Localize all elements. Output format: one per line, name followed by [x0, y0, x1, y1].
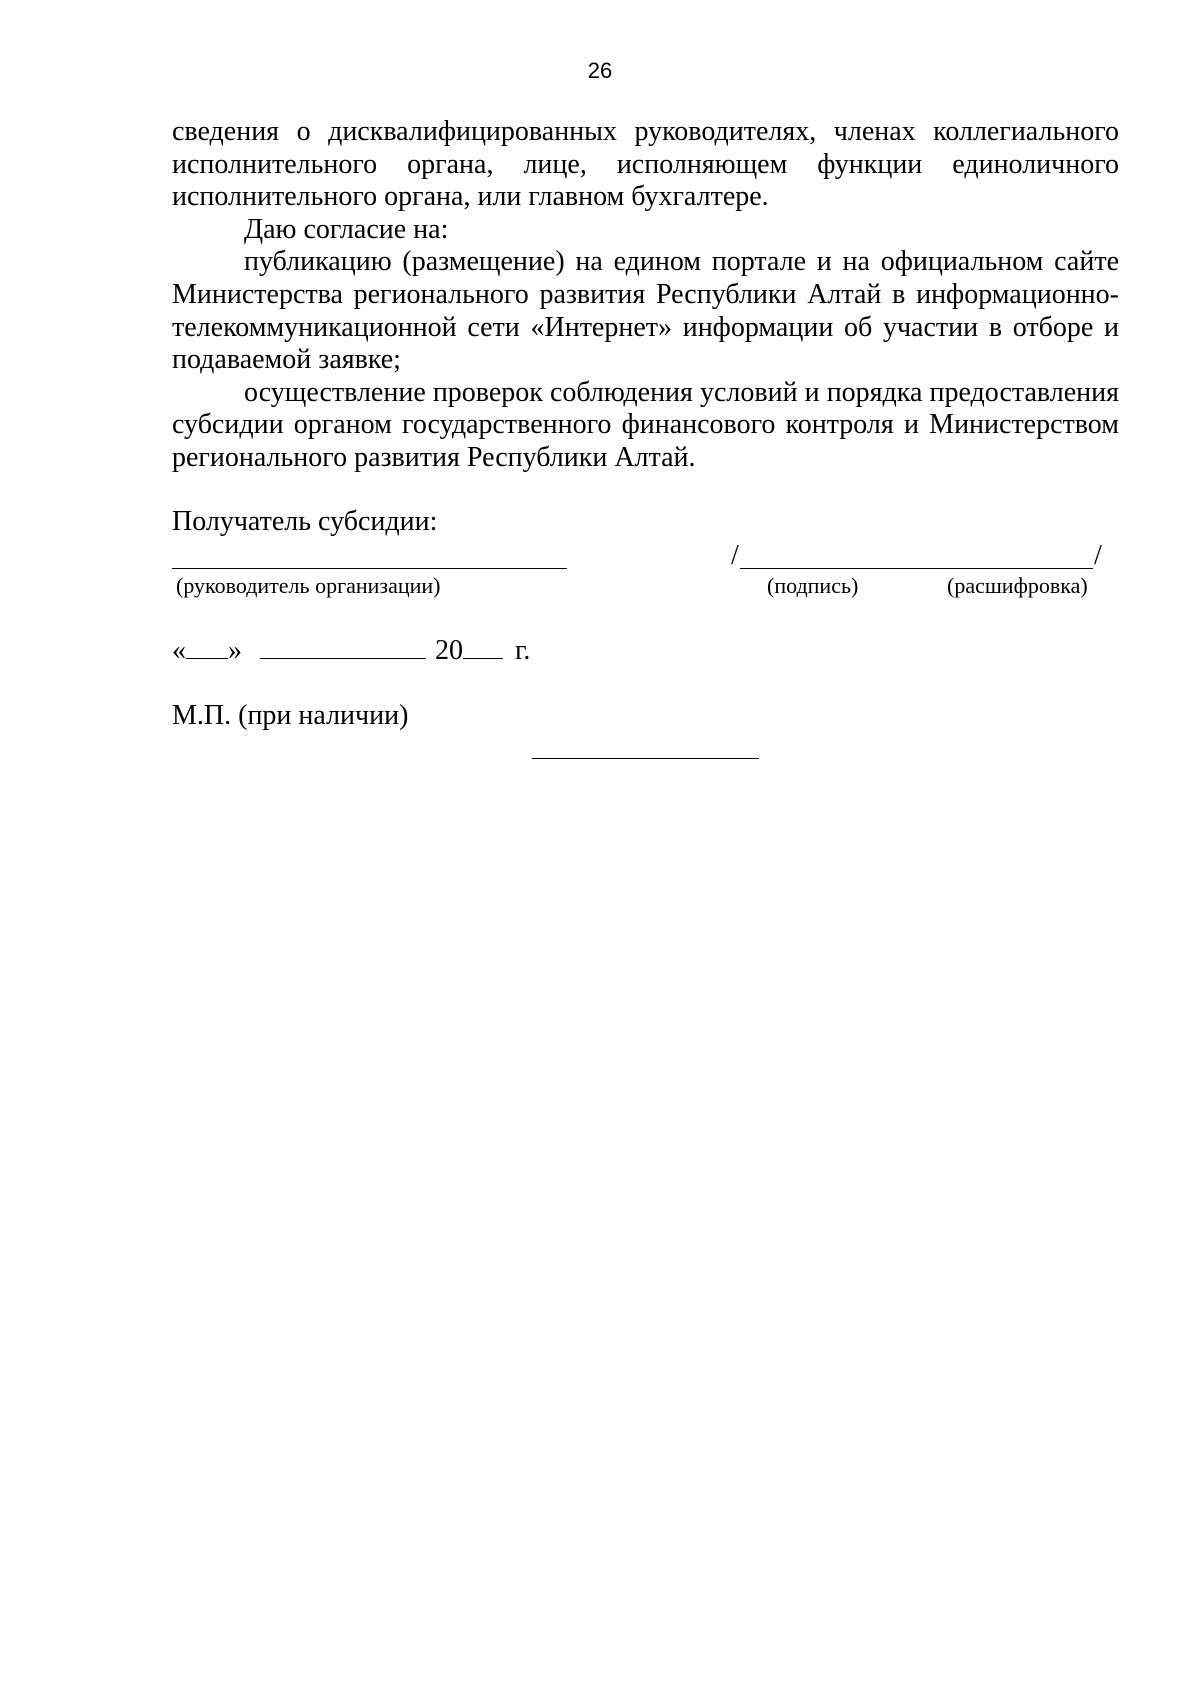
head-signature-line — [172, 568, 567, 569]
signature-transcript-line — [740, 568, 1093, 569]
date-close-quote: » — [228, 635, 242, 666]
year-blank — [463, 634, 503, 659]
end-separator-line — [532, 758, 759, 759]
stamp-note: М.П. (при наличии) — [172, 700, 409, 731]
recipient-label: Получатель субсидии: — [172, 506, 438, 537]
paragraph-consent-heading: Даю согласие на: — [244, 213, 449, 245]
month-blank — [260, 634, 426, 659]
signature-caption: (подпись) — [767, 573, 859, 598]
head-caption: (руководитель организации) — [176, 573, 441, 598]
date-open-quote: « — [172, 635, 186, 666]
paragraph-inspection-consent: осуществление проверок соблюдения условий и порядка предоставления субсидии органом государственного финансового контроля и Министерством регионального развития Республики Алтай. — [172, 376, 1119, 473]
body-text — [172, 116, 1119, 475]
date-year-suffix: г. — [515, 635, 531, 666]
transcript-caption: (расшифровка) — [947, 573, 1088, 598]
day-blank — [186, 634, 228, 659]
date-century: 20 — [435, 635, 463, 666]
signature-slash-right: / — [1094, 540, 1102, 571]
paragraph-publication-consent: публикацию (размещение) на едином портале и на официальном сайте Министерства регионального развития Республики Алтай в информационно-телекоммуникационной сети «Интернет» информации об участии в отборе и подаваемой заявке; — [172, 246, 1119, 376]
signature-slash-left: / — [731, 540, 739, 571]
date-line — [172, 634, 530, 668]
page-number: 26 — [587, 58, 613, 83]
paragraph-disqualified-info: сведения о дисквалифицированных руководителях, членах коллегиального исполнительного органа, лице, исполняющем функции единоличного исполнительного органа, или главном бухгалтере. — [172, 116, 1119, 213]
